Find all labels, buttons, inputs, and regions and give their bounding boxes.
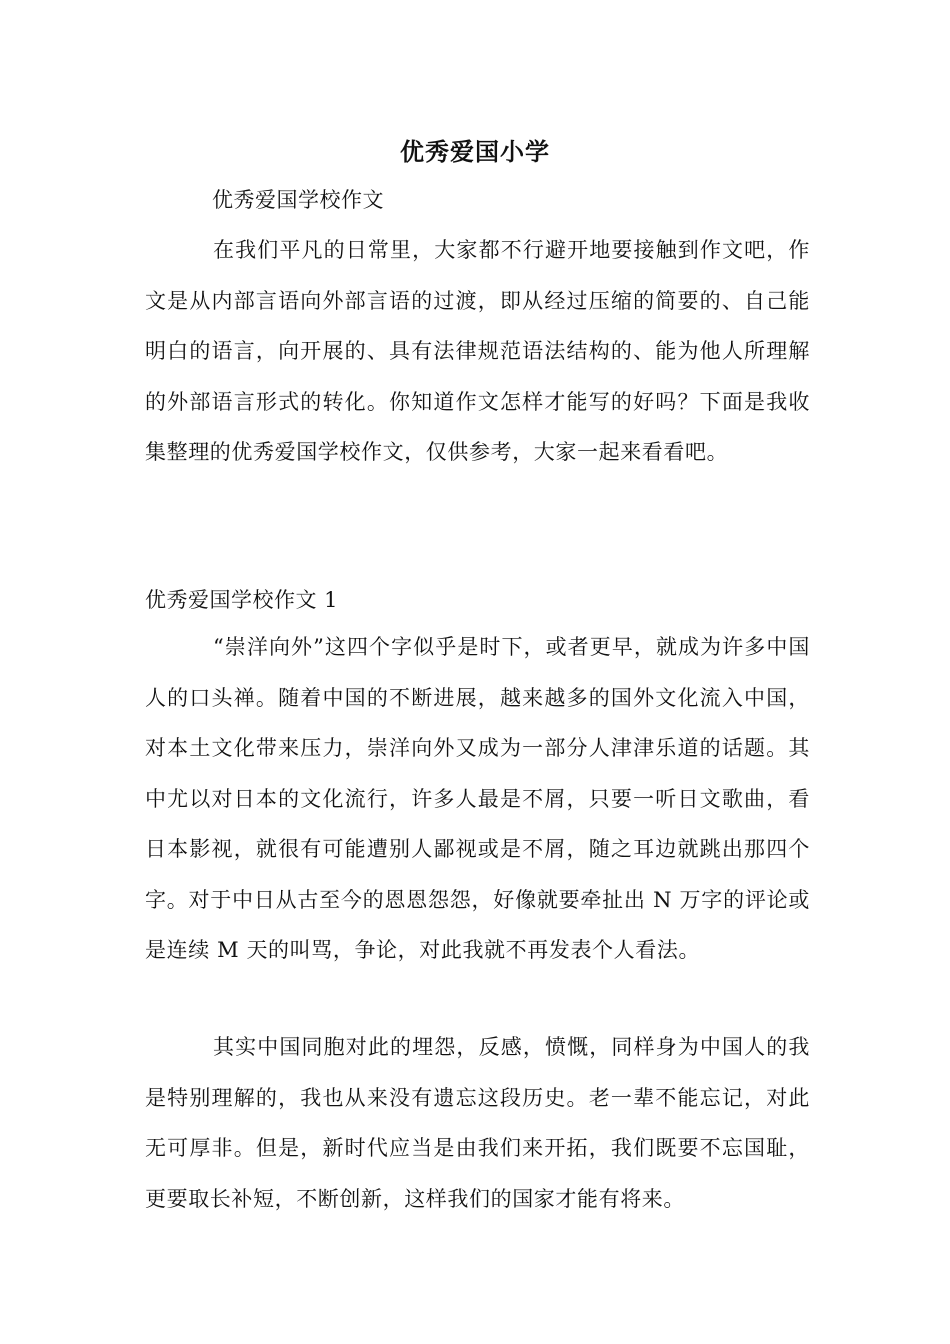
body-paragraph: “崇洋向外”这四个字似乎是时下，或者更早，就成为许多中国人的口头禅。随着中国的不断进展，越来越多的国外文化流入中国，对本土文化带来压力，崇洋向外又成为一部分人津津乐道的话题。其中尤以对日本的文化流行，许多人最是不屑，只要一听日文歌曲，看日本影视，就很有可能遭别人鄙视或是不屑，随之耳边就跳出那四个字。对于中日从古至今的恩恩怨怨，好像就要牵扯出 N 万字的评论或是连续 M 天的叫骂，争论，对此我就不再发表个人看法。 [145,635,810,962]
page-title: 优秀爱国小学 [400,137,550,166]
section-heading: 优秀爱国学校作文 1 [145,588,339,612]
intro-paragraph: 在我们平凡的日常里，大家都不行避开地要接触到作文吧，作文是从内部言语向外部言语的过渡，即从经过压缩的简要的、自己能明白的语言，向开展的、具有法律规范语法结构的、能为他人所理解的外部语言形式的转化。你知道作文怎样才能写的好吗？下面是我收集整理的优秀爱国学校作文，仅供参考，大家一起来看看吧。 [145,238,810,464]
document-subtitle: 优秀爱国学校作文 [212,188,384,212]
body-paragraph: 其实中国同胞对此的埋怨，反感，愤慨，同样身为中国人的我是特别理解的，我也从来没有遗忘这段历史。老一辈不能忘记，对此无可厚非。但是，新时代应当是由我们来开拓，我们既要不忘国耻，更要取长补短，不断创新，这样我们的国家才能有将来。 [145,1035,810,1211]
